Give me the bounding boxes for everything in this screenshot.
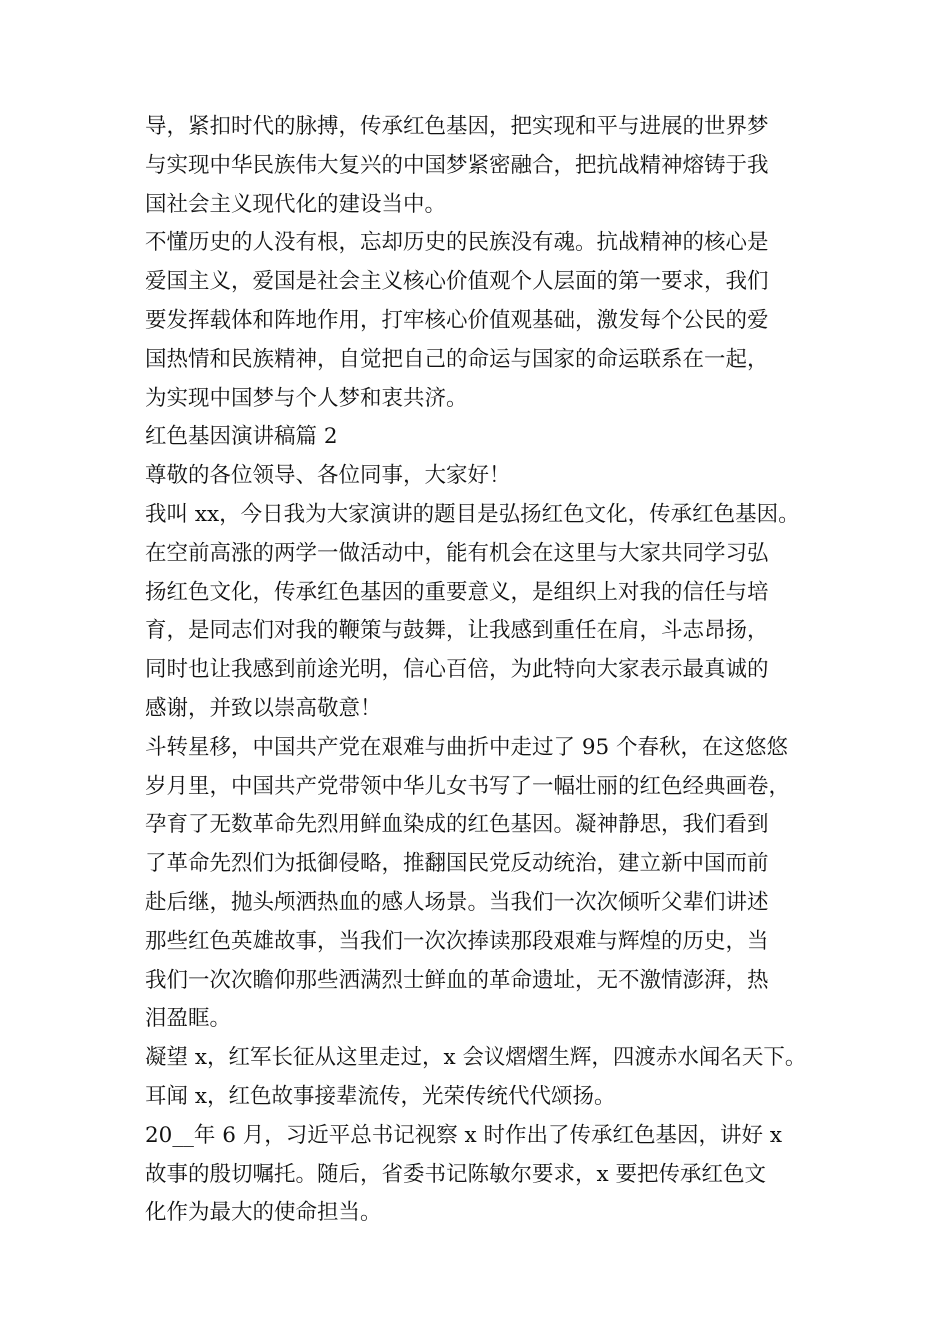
text-line: 同时也让我感到前途光明，信心百倍，为此特向大家表示最真诚的 bbox=[145, 657, 769, 683]
text-line: 不懂历史的人没有根，忘却历史的民族没有魂。抗战精神的核心是 bbox=[145, 230, 769, 256]
text-line: 泪盈眶。 bbox=[145, 1006, 232, 1032]
text-line: 斗转星移，中国共产党在艰难与曲折中走过了 95 个春秋，在这悠悠 bbox=[145, 734, 789, 760]
text-line: 20__年 6 月，习近平总书记视察 x 时作出了传承红色基因，讲好 x bbox=[145, 1122, 782, 1148]
text-line: 尊敬的各位领导、各位同事，大家好！ bbox=[145, 463, 511, 489]
text-line: 化作为最大的使命担当。 bbox=[145, 1200, 382, 1226]
document-body bbox=[145, 108, 825, 1233]
text-line: 国热情和民族精神，自觉把自己的命运与国家的命运联系在一起， bbox=[145, 346, 769, 372]
text-line: 凝望 x，红军长征从这里走过，x 会议熠熠生辉，四渡赤水闻名天下。 bbox=[145, 1045, 807, 1071]
text-line: 耳闻 x，红色故事接辈流传，光荣传统代代颂扬。 bbox=[145, 1083, 616, 1109]
text-line: 扬红色文化，传承红色基因的重要意义，是组织上对我的信任与培 bbox=[145, 579, 769, 605]
text-line: 了革命先烈们为抵御侵略，推翻国民党反动统治，建立新中国而前 bbox=[145, 851, 769, 877]
text-line: 我叫 xx，今日我为大家演讲的题目是弘扬红色文化，传承红色基因。 bbox=[145, 501, 800, 527]
text-line: 感谢，并致以崇高敬意！ bbox=[145, 695, 382, 721]
text-line: 育，是同志们对我的鞭策与鼓舞，让我感到重任在肩，斗志昂扬， bbox=[145, 618, 769, 644]
text-line: 那些红色英雄故事，当我们一次次捧读那段艰难与辉煌的历史，当 bbox=[145, 928, 769, 954]
text-line: 国社会主义现代化的建设当中。 bbox=[145, 191, 447, 217]
text-line: 孕育了无数革命先烈用鲜血染成的红色基因。凝神静思，我们看到 bbox=[145, 812, 769, 838]
text-line: 导，紧扣时代的脉搏，传承红色基因，把实现和平与进展的世界梦 bbox=[145, 114, 769, 139]
text-line: 故事的殷切嘱托。随后，省委书记陈敏尔要求，x 要把传承红色文 bbox=[145, 1161, 766, 1187]
text-line: 岁月里，中国共产党带领中华儿女书写了一幅壮丽的红色经典画卷， bbox=[145, 773, 791, 799]
text-line: 赴后继，抛头颅洒热血的感人场景。当我们一次次倾听父辈们讲述 bbox=[145, 889, 769, 915]
text-line: 在空前高涨的两学一做活动中，能有机会在这里与大家共同学习弘 bbox=[145, 540, 769, 566]
text-line: 为实现中国梦与个人梦和衷共济。 bbox=[145, 385, 468, 411]
text-line: 爱国主义，爱国是社会主义核心价值观个人层面的第一要求，我们 bbox=[145, 269, 769, 295]
text-line: 与实现中华民族伟大复兴的中国梦紧密融合，把抗战精神熔铸于我 bbox=[145, 152, 769, 178]
text-line: 我们一次次瞻仰那些洒满烈士鲜血的革命遗址，无不激情澎湃，热 bbox=[145, 967, 769, 993]
section-heading: 红色基因演讲稿篇 2 bbox=[145, 424, 338, 450]
text-line: 要发挥载体和阵地作用，打牢核心价值观基础，激发每个公民的爱 bbox=[145, 307, 769, 333]
